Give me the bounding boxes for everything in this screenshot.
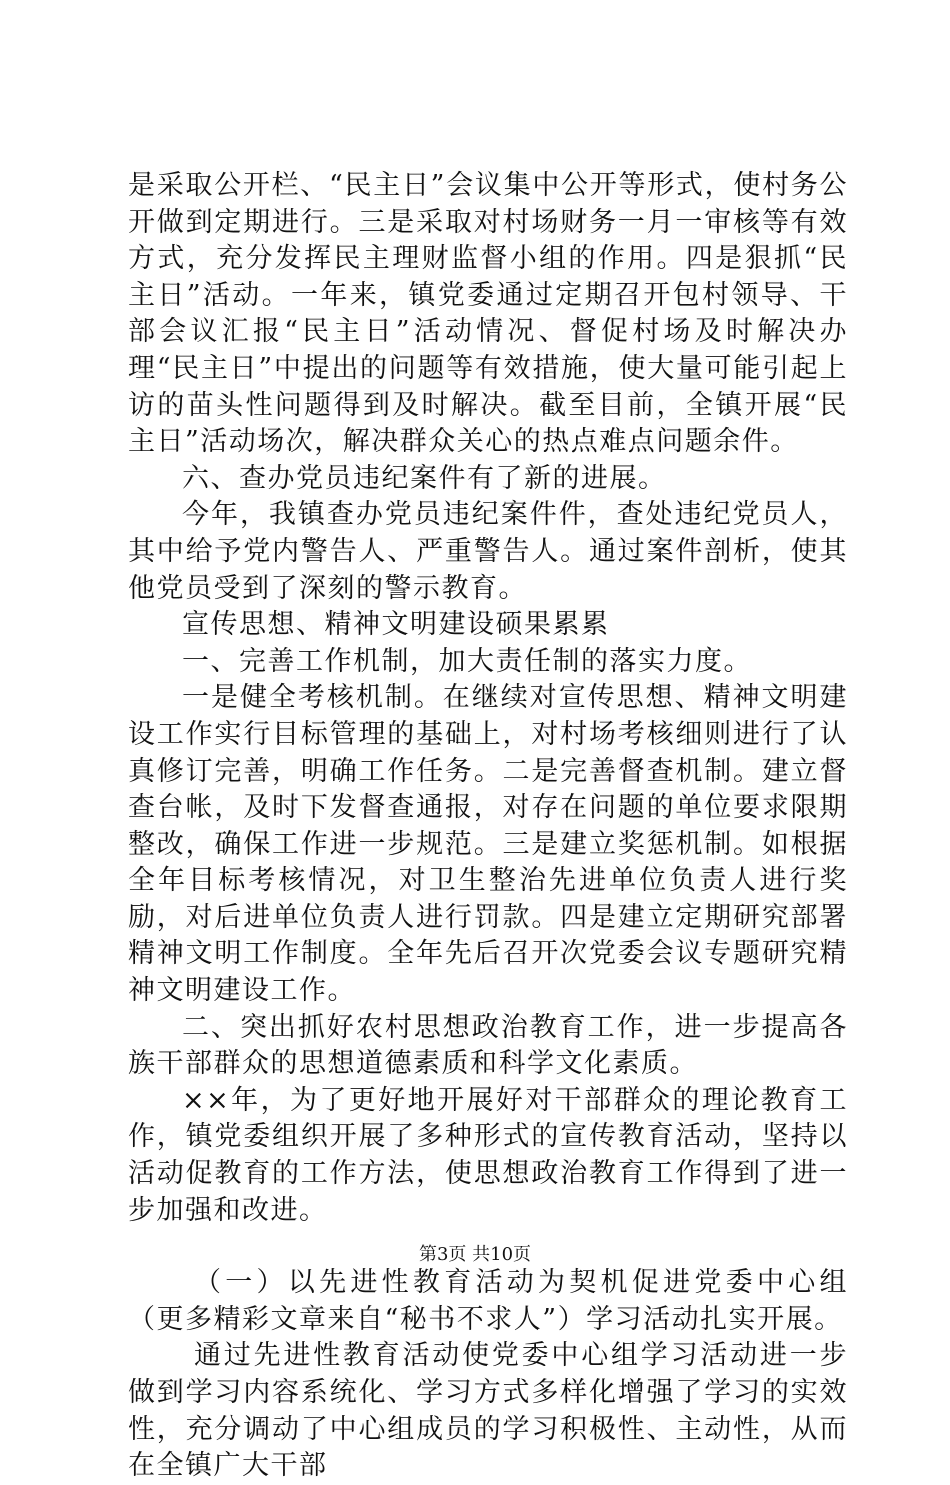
paragraph-village-affairs: 是采取公开栏、“民主日”会议集中公开等形式，使村务公开做到定期进行。三是采取对村场财务一月一审核等有效方式，充分发挥民主理财监督小组的作用。四是狠抓“民主日”活动。一年来，镇党委通过定期召开包村领导、干部会议汇报“民主日”活动情况、督促村场及时解决办理“民主日”中提出的问题等有效措施，使大量可能引起上访的苗头性问题得到及时解决。截至目前，全镇开展“民主日”活动场次，解决群众关心的热点难点问题余件。	[128, 170, 848, 458]
paragraph-central-group: 通过先进性教育活动使党委中心组学习活动进一步做到学习内容系统化、学习方式多样化增强了学习的实效性，充分调动了中心组成员的学习积极性、主动性，从而在全镇广大干部	[128, 1340, 848, 1482]
heading-central-group: （一）以先进性教育活动为契机促进党委中心组（更多精彩文章来自“秘书不求人”）学习活动扎实开展。	[128, 1267, 848, 1335]
paragraph-work-mechanism: 一是健全考核机制。在继续对宣传思想、精神文明建设工作实行目标管理的基础上，对村场考核细则进行了认真修订完善，明确工作任务。二是完善督查机制。建立督查台帐，及时下发督查通报，对存在问题的单位要求限期整改，确保工作进一步规范。三是建立奖惩机制。如根据全年目标考核情况，对卫生整治先进单位负责人进行奖励，对后进单位负责人进行罚款。四是建立定期研究部署精神文明工作制度。全年先后召开次党委会议专题研究精神文明建设工作。	[128, 682, 848, 1007]
paragraph-theory-education: ××年，为了更好地开展好对干部群众的理论教育工作，镇党委组织开展了多种形式的宣传教育活动，坚持以活动促教育的工作方法，使思想政治教育工作得到了进一步加强和改进。	[128, 1084, 848, 1226]
heading-discipline-cases: 六、查办党员违纪案件有了新的进展。	[182, 462, 667, 494]
heading-propaganda: 宣传思想、精神文明建设硕果累累	[182, 609, 610, 641]
document-body	[128, 168, 848, 1485]
paragraph-discipline-cases: 今年，我镇查办党员违纪案件件，查处违纪党员人，其中给予党内警告人、严重警告人。通过案件剖析，使其他党员受到了深刻的警示教育。	[128, 499, 848, 604]
heading-work-mechanism: 一、完善工作机制，加大责任制的落实力度。	[182, 645, 752, 677]
heading-political-education: 二、突出抓好农村思想政治教育工作，进一步提高各族干部群众的思想道德素质和科学文化素质。	[128, 1011, 848, 1080]
page-number: 第3页 共10页	[418, 1244, 532, 1265]
